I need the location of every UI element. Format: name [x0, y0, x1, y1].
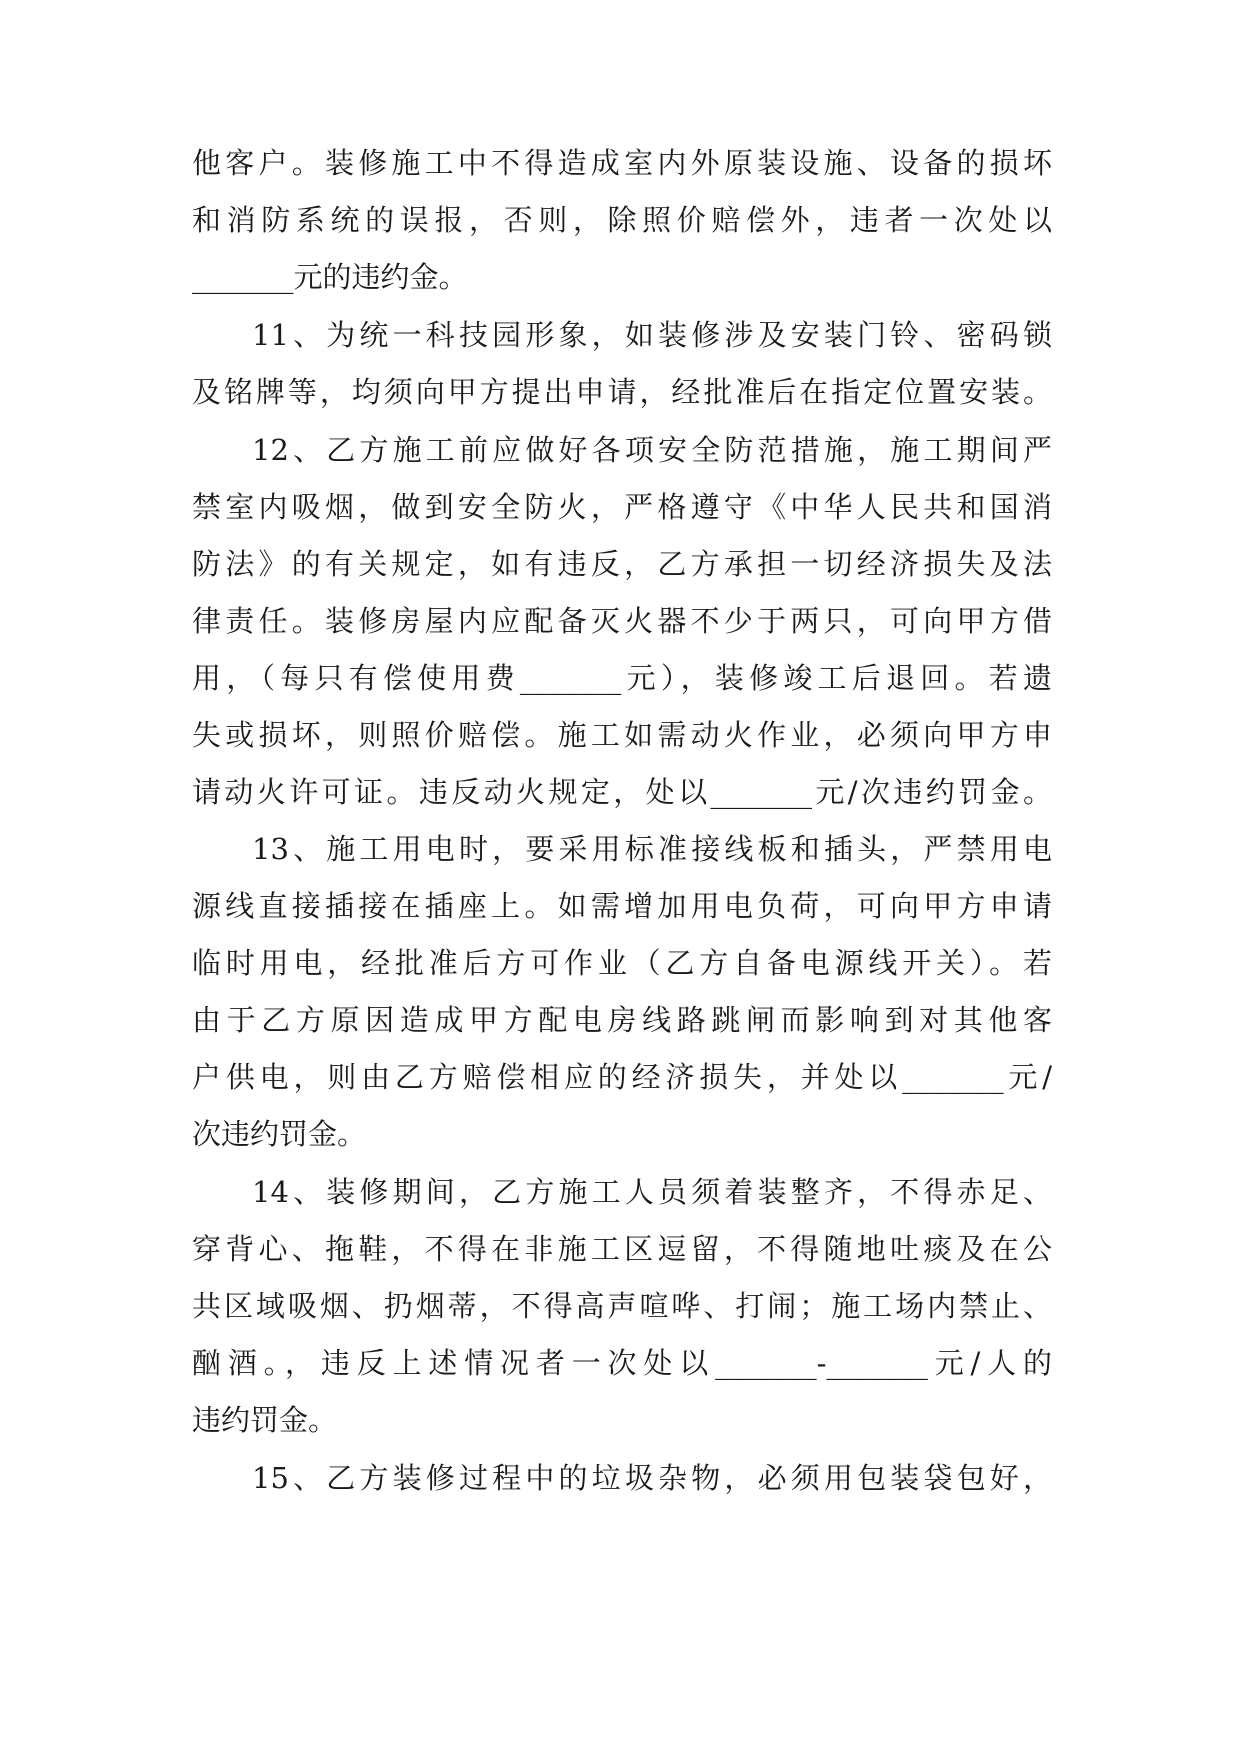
text-line: 共区域吸烟、扔烟蒂，不得高声喧哗、打闹；施工场内禁止、 [192, 1289, 1052, 1323]
text-line: 律责任。装修房屋内应配备灭火器不少于两只，可向甲方借 [192, 604, 1052, 638]
text-line: 临时用电，经批准后方可作业（乙方自备电源线开关）。若 [192, 946, 1052, 980]
text-line: 次违约罚金。 [192, 1117, 367, 1151]
text-line: 违约罚金。 [192, 1403, 338, 1437]
text-line: 源线直接插接在插座上。如需增加用电负荷，可向甲方申请 [192, 889, 1052, 923]
text-line: 禁室内吸烟，做到安全防火，严格遵守《中华人民共和国消 [192, 490, 1052, 524]
text-line: 失或损坏，则照价赔偿。施工如需动火作业，必须向甲方申 [192, 718, 1052, 752]
text-line: 及铭牌等，均须向甲方提出申请，经批准后在指定位置安装。 [192, 375, 1052, 409]
text-line: 由于乙方原因造成甲方配电房线路跳闸而影响到对其他客 [192, 1003, 1052, 1037]
paragraph-11-first-line: 11、为统一科技园形象，如装修涉及安装门铃、密码锁 [252, 318, 1052, 352]
text-line: 酗酒。，违反上述情况者一次处以_______-_______元/人的 [192, 1346, 1052, 1380]
text-line: _______元的违约金。 [192, 260, 468, 294]
paragraph-13-first-line: 13、施工用电时，要采用标准接线板和插头，严禁用电 [252, 832, 1052, 866]
text-line: 户供电，则由乙方赔偿相应的经济损失，并处以_______元/ [192, 1060, 1052, 1094]
text-line: 和消防系统的误报，否则，除照价赔偿外，违者一次处以 [192, 203, 1052, 237]
text-line: 用，（每只有偿使用费_______元），装修竣工后退回。若遗 [192, 661, 1052, 695]
text-line: 他客户。装修施工中不得造成室内外原装设施、设备的损坏 [192, 146, 1052, 180]
text-line: 请动火许可证。违反动火规定，处以_______元/次违约罚金。 [192, 775, 1052, 809]
paragraph-15-first-line: 15、乙方装修过程中的垃圾杂物，必须用包装袋包好， [252, 1461, 1052, 1495]
text-line: 防法》的有关规定，如有违反，乙方承担一切经济损失及法 [192, 547, 1052, 581]
paragraph-12-first-line: 12、乙方施工前应做好各项安全防范措施，施工期间严 [252, 433, 1052, 467]
text-line: 穿背心、拖鞋，不得在非施工区逗留，不得随地吐痰及在公 [192, 1232, 1052, 1266]
paragraph-14-first-line: 14、装修期间，乙方施工人员须着装整齐，不得赤足、 [252, 1175, 1052, 1209]
